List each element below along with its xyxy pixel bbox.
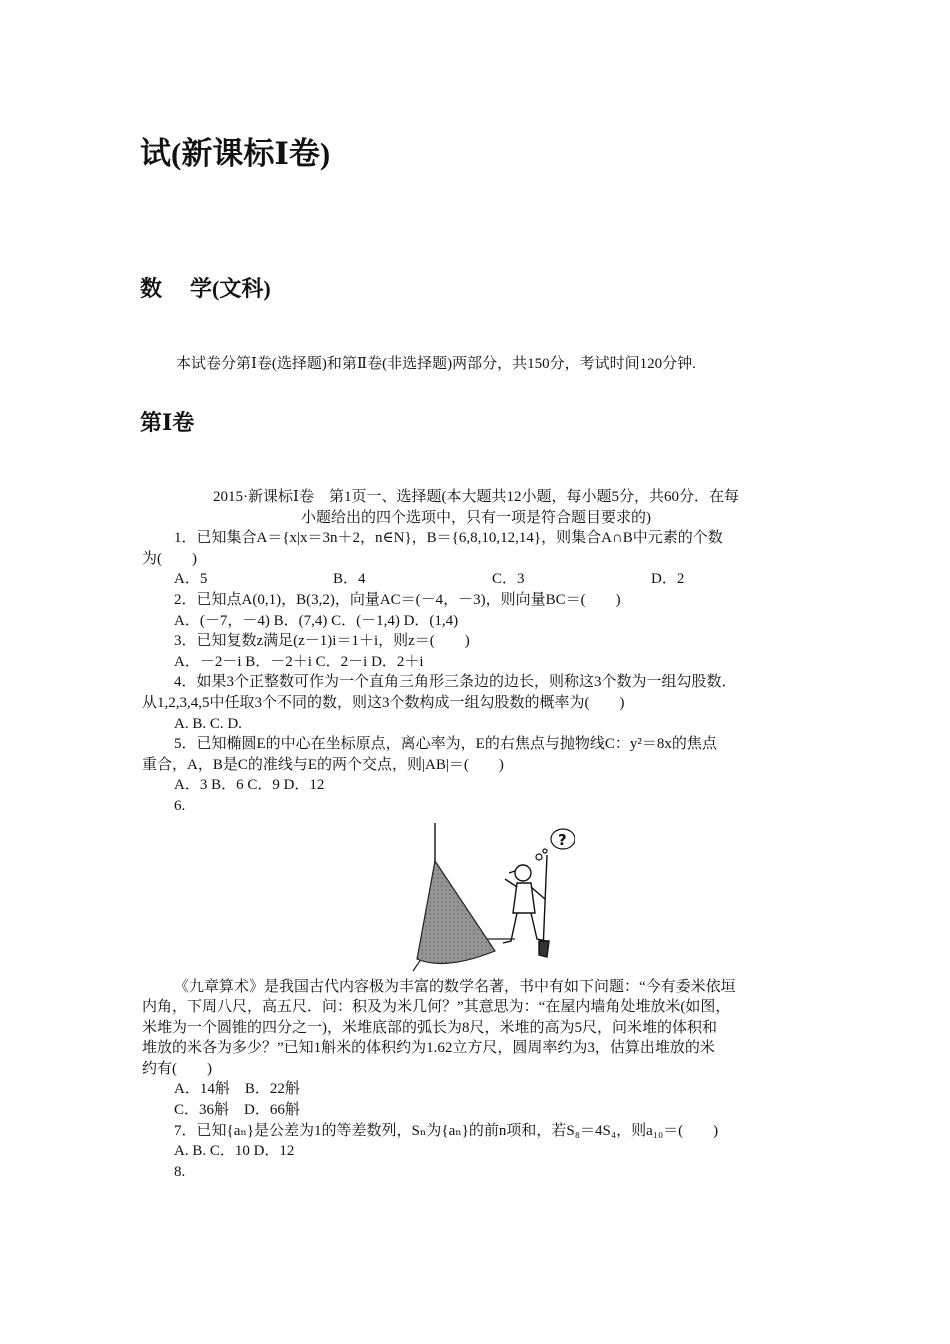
q4-stem-line1: 4．如果3个正整数可作为一个直角三角形三条边的边长，则称这3个数为一组勾股数． (174, 674, 737, 691)
subject-heading (140, 272, 271, 303)
q6-options-line1: A．14斛 B．22斛 (174, 1081, 300, 1098)
q7-stem: 7．已知{aₙ}是公差为1的等差数列，Sₙ为{aₙ}的前n项和，若S₈＝4S₄，则a₁₀＝( ) (174, 1122, 719, 1139)
thought-bubble (536, 829, 575, 860)
q1-stem-line2: 为( ) (142, 550, 197, 567)
q1-option-b: B．4 (333, 571, 366, 588)
q1-option-d: D．2 (651, 571, 685, 588)
q6-stem-line1: 《九章算术》是我国古代内容极为丰富的数学名著，书中有如下问题：“今有委米依垣 (174, 978, 736, 995)
q1-stem-line1: 1．已知集合A＝{x|x＝3n＋2，n∈N}，B＝{6,8,10,12,14}，则集合A∩B中元素的个数 (174, 530, 723, 547)
q1-option-c: C．3 (492, 571, 525, 588)
q6-stem-line5: 约有( ) (142, 1060, 212, 1077)
q6-options-line2: C．36斛 D．66斛 (174, 1102, 300, 1119)
question-body (142, 487, 810, 1182)
exam-intro: 本试卷分第Ⅰ卷(选择题)和第Ⅱ卷(非选择题)两部分，共150分，考试时间120分钟. (176, 356, 696, 372)
q2-stem: 2．已知点A(0,1)，B(3,2)，向量AC＝(－4，－3)，则向量BC＝( ) (174, 591, 621, 608)
subject-part2: 学(文科) (190, 276, 271, 301)
page-title: 试(新课标Ⅰ卷) (140, 136, 331, 171)
q3-stem: 3．已知复数z满足(z－1)i＝1＋i，则z＝( ) (174, 633, 470, 650)
rice-pile-illustration (405, 821, 575, 973)
q6-stem-line3: 米堆为一个圆锥的四分之一)，米堆底部的弧长为8尺，米堆的高为5尺，问米堆的体积和 (142, 1019, 717, 1036)
q4-options: A. B. C. D. (174, 715, 242, 732)
q6-stem-line4: 堆放的米各为多少？”已知1斛米的体积约为1.62立方尺，圆周率约为3，估算出堆放的米 (142, 1040, 715, 1057)
section-header-line1: 2015·新课标Ⅰ卷 第1页一、选择题(本大题共12小题，每小题5分，共60分．在每 (213, 489, 739, 505)
rice-pile-figure (142, 817, 810, 977)
volume-title: 第Ⅰ卷 (140, 410, 195, 435)
q6-stem-line2: 内角，下周八尺，高五尺．问：积及为米几何？”其意思为：“在屋内墙角处堆放米(如图， (142, 999, 731, 1016)
q1-options (142, 569, 810, 590)
q8-number: 8. (174, 1163, 186, 1180)
q4-stem-line2: 从1,2,3,4,5中任取3个不同的数，则这3个数构成一组勾股数的概率为( ) (142, 694, 625, 711)
q6-number: 6. (174, 797, 186, 814)
subject-part1: 数 (140, 276, 163, 301)
question-mark-icon: ? (558, 830, 567, 849)
q1-option-a: A．5 (174, 571, 208, 588)
q2-options: A．(－7，－4) B．(7,4) C．(－1,4) D．(1,4) (174, 612, 459, 629)
section-header-line2: 小题给出的四个选项中，只有一项是符合题目要求的) (301, 509, 651, 526)
person-figure (503, 855, 549, 957)
q5-stem-line1: 5．已知椭圆E的中心在坐标原点，离心率为，E的右焦点与抛物线C：y²＝8x的焦点 (174, 736, 717, 753)
q3-options: A．－2－i B．－2＋i C．2－i D．2＋i (174, 653, 424, 670)
rice-cone (417, 861, 495, 964)
q5-options: A．3 B．6 C．9 D．12 (174, 777, 325, 794)
q5-stem-line2: 重合，A，B是C的准线与E的两个交点，则|AB|＝( ) (142, 756, 504, 773)
q7-options: A. B. C．10 D．12 (174, 1143, 295, 1160)
